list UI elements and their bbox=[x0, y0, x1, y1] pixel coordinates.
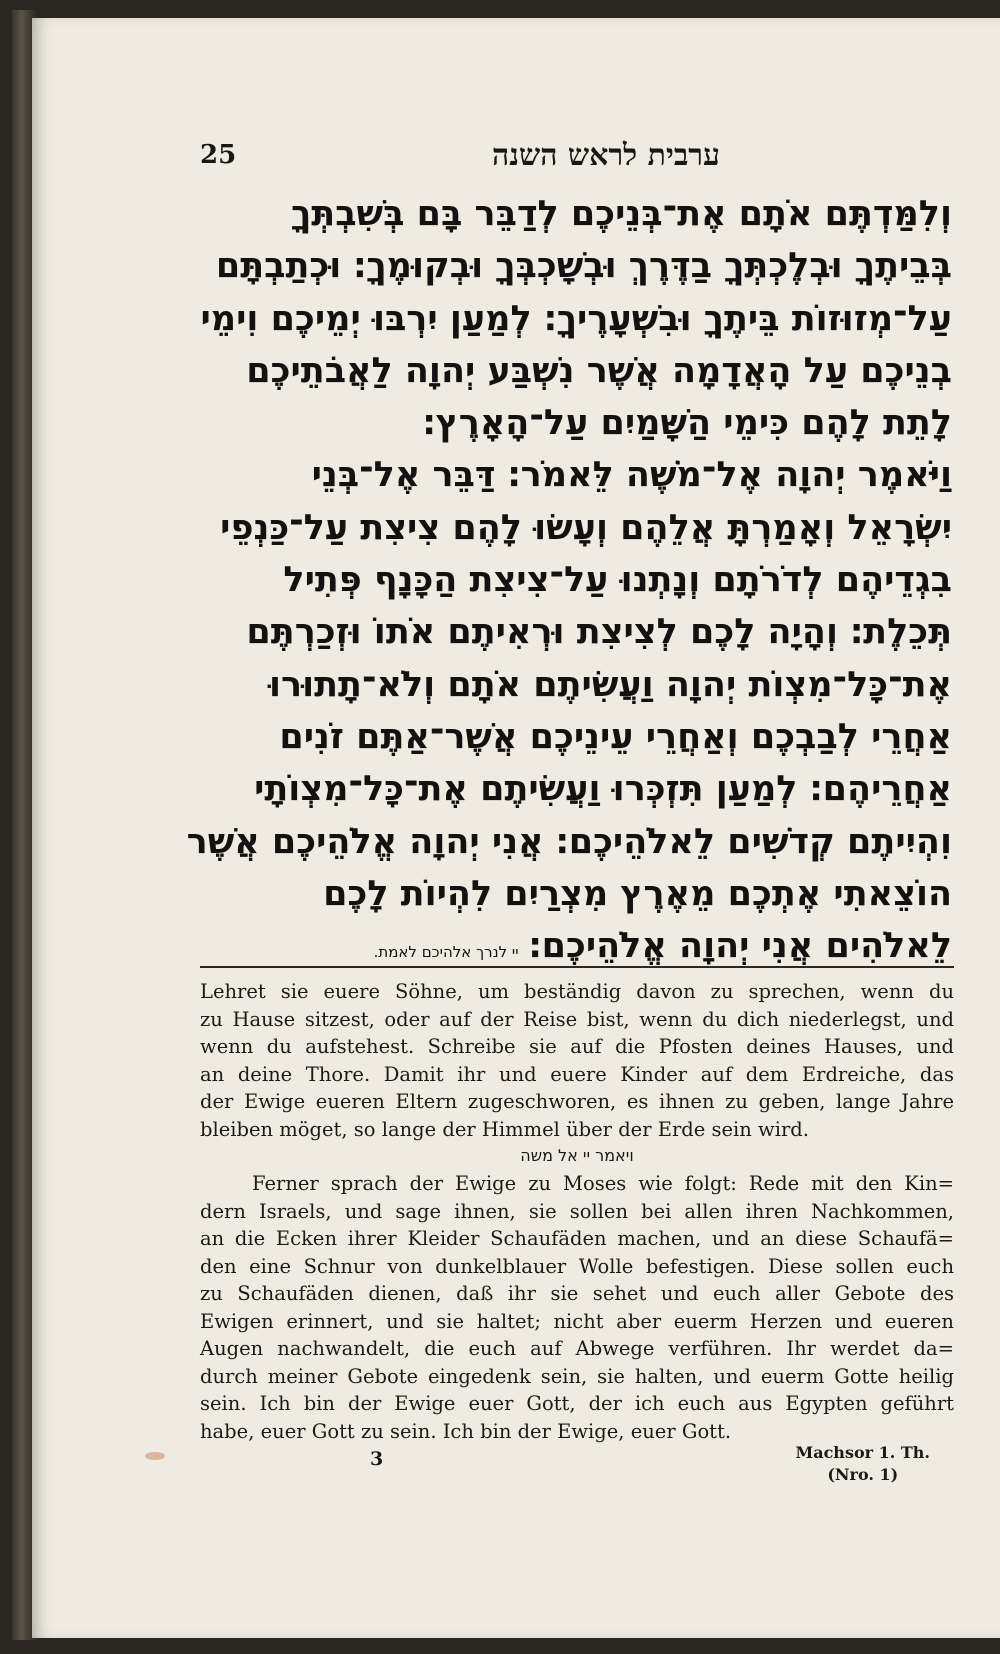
german-line: an die Ecken ihrer Kleider Schaufäden machen, und an diese Schaufä= bbox=[200, 1227, 954, 1250]
page-number: 25 bbox=[200, 140, 237, 170]
german-line: zu Hause sitzest, oder auf der Reise bist, wenn du dich niederlegst, und bbox=[200, 1007, 954, 1031]
hebrew-line: עַל־מְזוּזוֹת בֵּיתֶךָ וּבִשְׁעָרֶיךָ׃ לְמַעַן יִרְבּוּ יְמֵיכֶם וִימֵי bbox=[200, 298, 952, 339]
german-line: der Ewige eueren Eltern zugeschworen, es ihnen zu geben, lange Jahre bbox=[200, 1090, 954, 1113]
hebrew-line: אַחֲרֵיהֶם׃ לְמַעַן תִּזְכְּרוּ וַעֲשִׂיתֶם אֶת־כָּל־מִצְוֹתָי bbox=[254, 769, 952, 810]
hebrew-line: הוֹצֵאתִי אֶתְכֶם מֵאֶרֶץ מִצְרַיִם לִהְיוֹת לָכֶם bbox=[323, 873, 952, 914]
german-paragraph-2 bbox=[200, 1170, 954, 1445]
german-line: durch meiner Gebote eingedenk sein, sie halten, und euerm Gotte heilig bbox=[200, 1364, 954, 1388]
hebrew-line: וְלִמַּדְתֶּם אֹתָם אֶת־בְּנֵיכֶם לְדַבֵּר בָּם בְּשִׁבְתְּךָ bbox=[291, 194, 952, 234]
hebrew-last-line bbox=[200, 920, 952, 972]
german-line: den eine Schnur von dunkelblauer Wolle befestigen. Diese sollen euch bbox=[200, 1254, 954, 1278]
german-line: Lehret sie euere Söhne, um beständig davon zu sprechen, wenn du bbox=[200, 980, 954, 1003]
german-line: bleiben möget, so lange der Himmel über der Erde sein wird. bbox=[200, 1117, 809, 1141]
page-header bbox=[200, 140, 950, 184]
hebrew-line: וִהְיִיתֶם קְדֹשִׁים לֵאלֹהֵיכֶם׃ אֲנִי יְהוָה אֱלֹהֵיכֶם אֲשֶׁר bbox=[186, 821, 952, 862]
german-line: dern Israels, und sage ihnen, sie sollen bei allen ihren Nachkommen, bbox=[200, 1199, 954, 1223]
hebrew-line: תְּכֵלֶת׃ וְהָיָה לָכֶם לְצִיצִת וּרְאִיתֶם אֹתוֹ וּזְכַרְתֶּם bbox=[246, 612, 952, 653]
imprint-number: (Nro. 1) bbox=[827, 1465, 899, 1484]
german-line: zu Schaufäden dienen, daß ihr sie sehet und euch aller Gebote des bbox=[200, 1282, 954, 1305]
imprint bbox=[795, 1442, 930, 1486]
german-line: wenn du aufstehest. Schreibe sie auf die Pfosten deines Hauses, und bbox=[200, 1035, 954, 1058]
section-subheading: ויאמר יי אל משה bbox=[520, 1146, 634, 1165]
german-paragraph-1 bbox=[200, 978, 954, 1143]
running-title: ערבית לראש השנה bbox=[491, 138, 720, 173]
paper-stain bbox=[145, 1452, 165, 1460]
imprint-title: Machsor 1. Th. bbox=[795, 1443, 930, 1462]
hebrew-line: בְנֵיכֶם עַל הָאֲדָמָה אֲשֶׁר נִשְׁבַּע יְהוָה לַאֲבֹתֵיכֶם bbox=[246, 350, 952, 391]
german-line: Ewigen erinnert, und sie haltet; nicht aber euerm Herzen und eueren bbox=[200, 1309, 954, 1333]
hebrew-line: וַיֹּאמֶר יְהוָה אֶל־מֹשֶׁה לֵּאמֹר׃ דַּבֵּר אֶל־בְּנֵי bbox=[311, 455, 952, 496]
section-divider bbox=[200, 966, 954, 968]
hebrew-line: יִשְׂרָאֵל וְאָמַרְתָּ אֲלֵהֶם וְעָשׂוּ לָהֶם צִיצִת עַל־כַּנְפֵי bbox=[220, 507, 952, 548]
hebrew-marginal-note: יי לנרך אלהיכם לאמת. bbox=[373, 943, 519, 962]
hebrew-text-block bbox=[186, 188, 952, 972]
signature-mark: 3 bbox=[370, 1448, 384, 1470]
hebrew-line: בִגְדֵיהֶם לְדֹרֹתָם וְנָתְנוּ עַל־צִיצִת הַכָּנָף פְּתִיל bbox=[283, 560, 952, 601]
hebrew-final-verse: לֵאלֹהִים אֲנִי יְהוָה אֱלֹהֵיכֶם׃ bbox=[528, 926, 952, 967]
hebrew-line: בְּבֵיתֶךָ וּבְלֶכְתְּךָ בַדֶּרֶךְ וּבְשָׁכְבְּךָ וּבְקוּמֶךָ׃ וּכְתַבְתָּם bbox=[215, 246, 952, 287]
german-line: habe, euer Gott zu sein. Ich bin der Ewige, euer Gott. bbox=[200, 1419, 732, 1443]
hebrew-line: אֶת־כָּל־מִצְוֹת יְהוָה וַעֲשִׂיתֶם אֹתָם וְלֹא־תָתוּרוּ bbox=[269, 664, 952, 705]
german-line: an deine Thore. Damit ihr und euere Kinder auf dem Erdreiche, das bbox=[200, 1062, 954, 1086]
german-line: Augen nachwandelt, die euch auf Abwege verführen. Ihr werdet da= bbox=[200, 1337, 954, 1360]
german-line: Ferner sprach der Ewige zu Moses wie folgt: Rede mit den Kin= bbox=[252, 1172, 954, 1195]
german-line: sein. Ich bin der Ewige euer Gott, der ich euch aus Egypten geführt bbox=[200, 1392, 954, 1415]
hebrew-line: לָתֵת לָהֶם כִּימֵי הַשָּׁמַיִם עַל־הָאָרֶץ׃ bbox=[422, 403, 952, 444]
hebrew-line: אַחֲרֵי לְבַבְכֶם וְאַחֲרֵי עֵינֵיכֶם אֲשֶׁר־אַתֶּם זֹנִים bbox=[279, 716, 952, 757]
